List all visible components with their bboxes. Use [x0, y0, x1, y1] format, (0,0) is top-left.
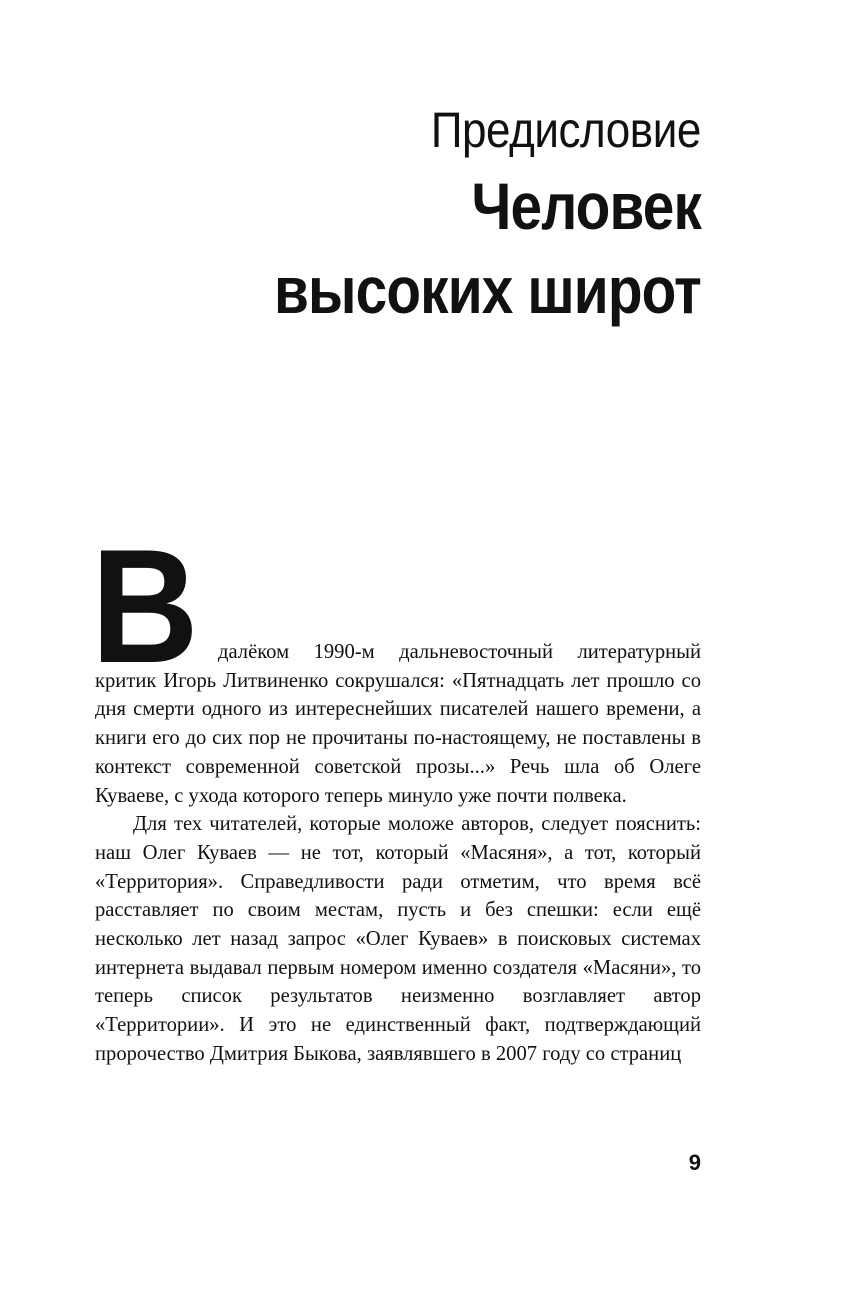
drop-cap: В — [91, 516, 199, 697]
page-number: 9 — [688, 1150, 701, 1175]
chapter-title: Человек высоких широт — [273, 169, 701, 327]
paragraph: Для тех читателей, которые моложе авторов, следует пояснить: наш Олег Куваев — не тот, который «Масяня», а тот, который «Территория». Справедливости ради отметим, что время всё расставляет по своим местам, пусть и без спешки: если ещё несколько лет назад запрос «Олег Куваев» в поисковых системах интернета выдавал первым номером именно создателя «Масяни», то теперь список результатов неизменно возглавляет автор «Территории». И это не единственный факт, подтверждающий пророчество Дмитрия Быкова, заявлявшего в 2007 году со страниц — [95, 813, 701, 1065]
body-text — [91, 516, 701, 1069]
chapter-label: Предисловие — [430, 102, 701, 158]
paragraph: далёком 1990-м дальневосточный литературный критик Игорь Литвиненко сокрушался: «Пятнадцать лет прошло со дня смерти одного из интереснейших писателей нашего времени, а книги его до сих пор не прочитаны по-настоящему, не поставлены в контекст современной советской прозы...» Речь шла об Олеге Куваеве, с ухода которого теперь минуло уже почти полвека. — [95, 641, 701, 807]
